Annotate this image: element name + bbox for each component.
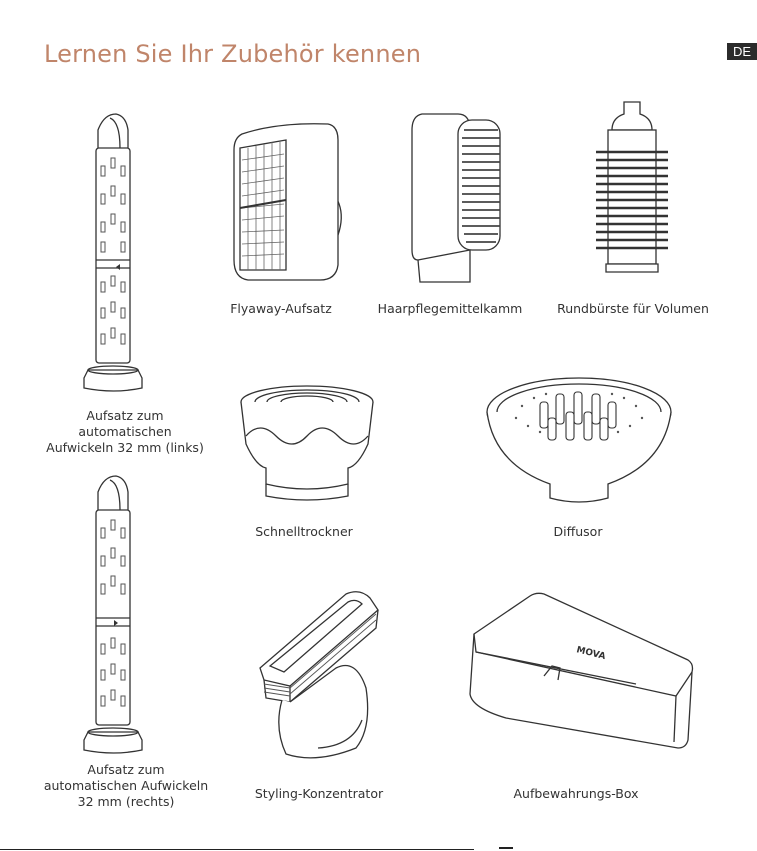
footer-divider [0,849,474,850]
round-brush-illustration [592,100,672,276]
storage-box-illustration [466,590,698,760]
caption-concentrator: Styling-Konzentrator [254,786,384,801]
caption-round-brush: Rundbürste für Volumen [557,301,709,316]
diffuser-illustration [482,372,676,508]
page-title: Lernen Sie Ihr Zubehör kennen [44,40,422,68]
caption-flyaway: Flyaway-Aufsatz [230,301,332,316]
concentrator-illustration [256,588,382,764]
wrap-left-illustration [80,108,160,398]
fast-dryer-illustration [236,384,378,504]
box-logo: MOVA [575,645,607,663]
language-badge: DE [727,43,757,60]
flyaway-illustration [228,120,350,290]
comb-illustration [408,110,504,286]
caption-comb: Haarpflegemittelkamm [377,301,523,316]
caption-storage-box: Aufbewahrungs-Box [513,786,639,801]
wrap-right-illustration [80,470,160,760]
caption-fast-dryer: Schnelltrockner [255,524,353,539]
caption-wrap-right: Aufsatz zum automatischen Aufwickeln 32 mm (rechts) [43,762,209,809]
footer-mark [499,847,513,849]
caption-wrap-left: Aufsatz zum automatischen Aufwickeln 32 mm (links) [46,408,204,455]
caption-diffuser: Diffusor [553,524,603,539]
